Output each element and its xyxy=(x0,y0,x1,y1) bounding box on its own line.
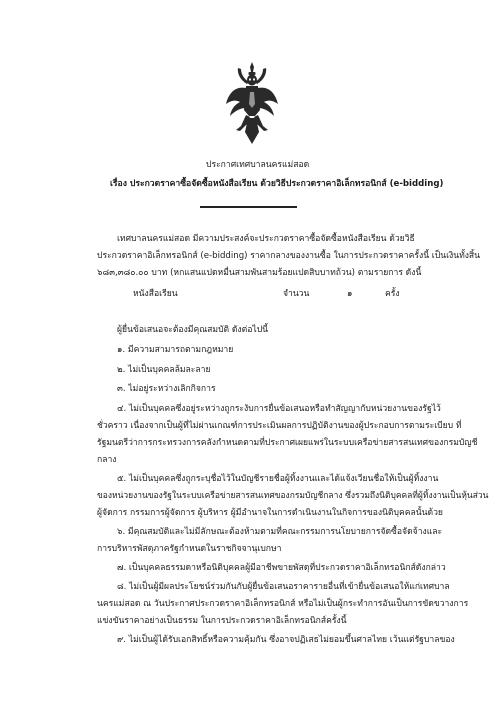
title-divider xyxy=(200,206,297,208)
qualification-6-line-2: การบริหารพัสดุภาครัฐกำหนดในราชกิจจานุเบกษา xyxy=(97,544,282,554)
item-qty: ๑ xyxy=(347,289,353,299)
qualifications-heading: ผู้ยื่นข้อเสนอจะต้องมีคุณสมบัติ ดังต่อไปนี้ xyxy=(117,325,269,335)
qualification-4-line-3: รัฐมนตรีว่าการกระทรวงการคลังกำหนดตามที่ประกาศเผยแพร่ในระบบเครือข่ายสารสนเทศของกรมบัญชี xyxy=(97,438,478,448)
item-qty-label: จำนวน xyxy=(283,289,310,299)
qualification-6-line-1: ๖. มีคุณสมบัติและไม่มีลักษณะต้องห้ามตามที่คณะกรรมการนโยบายการจัดซื้อจัดจ้างและ xyxy=(117,527,443,537)
garuda-emblem-icon xyxy=(224,60,280,146)
announcement-subject: เรื่อง ประกวดราคาซื้อจัดซื้อหนังสือเรียน ด้วยวิธีประกวดราคาอิเล็กทรอนิกส์ (e-bidding) xyxy=(110,179,444,189)
intro-line-3: ๖๘๓,๓๘๐.๐๐ บาท (หกแสนแปดหมื่นสามพันสามร้อยแปดสิบบาทถ้วน) ตามรายการ ดังนี้ xyxy=(97,268,422,278)
announcement-title: ประกาศเทศบาลนครแม่สอด xyxy=(206,160,310,170)
intro-line-1: เทศบาลนครแม่สอด มีความประสงค์จะประกวดราคาซื้อจัดซื้อหนังสือเรียน ด้วยวิธี xyxy=(117,234,415,244)
qualification-8-line-1: ๘. ไม่เป็นผู้มีผลประโยชน์ร่วมกันกับผู้ยื่นข้อเสนอราคารายอื่นที่เข้ายื่นข้อเสนอให้แก่เทศบาล xyxy=(117,582,450,592)
item-name: หนังสือเรียน xyxy=(133,289,178,299)
qualification-5-line-2: ของหน่วยงานของรัฐในระบบเครือข่ายสารสนเทศของกรมบัญชีกลาง ซึ่งรวมถึงนิติบุคคลที่ผู้ทิ้งงานเป็นหุ้นส่วน xyxy=(97,491,489,501)
item-unit: ครั้ง xyxy=(385,289,400,299)
qualification-8-line-3: แข่งขันราคาอย่างเป็นธรรม ในการประกวดราคาอิเล็กทรอนิกส์ครั้งนี้ xyxy=(97,616,347,626)
qualification-1: ๑. มีความสามารถตามกฎหมาย xyxy=(117,345,234,355)
qualification-5-line-1: ๕. ไม่เป็นบุคคลซึ่งถูกระบุชื่อไว้ในบัญชีรายชื่อผู้ทิ้งงานและได้แจ้งเวียนชื่อให้เป็นผู้ทิ้งงาน xyxy=(117,474,439,484)
qualification-4-line-4: กลาง xyxy=(97,455,117,465)
qualification-7: ๗. เป็นบุคคลธรรมดาหรือนิติบุคคลผู้มีอาชีพขายพัสดุที่ประกวดราคาอิเล็กทรอนิกส์ดังกล่าว xyxy=(117,563,446,573)
qualification-8-line-2: นครแม่สอด ณ วันประกาศประกวดราคาอิเล็กทรอนิกส์ หรือไม่เป็นผู้กระทำการอันเป็นการขัดขวางการ xyxy=(97,599,469,609)
qualification-4-line-1: ๔. ไม่เป็นบุคคลซึ่งอยู่ระหว่างถูกระงับการยื่นข้อเสนอหรือทำสัญญากับหน่วยงานของรัฐไว้ xyxy=(117,404,441,414)
qualification-2: ๒. ไม่เป็นบุคคลล้มละลาย xyxy=(117,365,211,375)
qualification-3: ๓. ไม่อยู่ระหว่างเลิกกิจการ xyxy=(117,384,216,394)
intro-line-2: ประกวดราคาอิเล็กทรอนิกส์ (e-bidding) ราคากลางของงานซื้อ ในการประกวดราคาครั้งนี้ เป็นเงินทั้งสิ้น xyxy=(97,251,481,261)
qualification-9-line-1: ๙. ไม่เป็นผู้ได้รับเอกสิทธิ์หรือความคุ้มกัน ซึ่งอาจปฏิเสธไม่ยอมขึ้นศาลไทย เว้นแต่รัฐบาลของ xyxy=(117,635,455,645)
qualification-5-line-3: ผู้จัดการ กรรมการผู้จัดการ ผู้บริหาร ผู้มีอำนาจในการดำเนินงานในกิจการของนิติบุคคลนั้นด้วย xyxy=(97,508,443,518)
qualification-4-line-2: ชั่วคราว เนื่องจากเป็นผู้ที่ไม่ผ่านเกณฑ์การประเมินผลการปฏิบัติงานของผู้ประกอบการตามระเบียบ ที่ xyxy=(97,421,462,431)
